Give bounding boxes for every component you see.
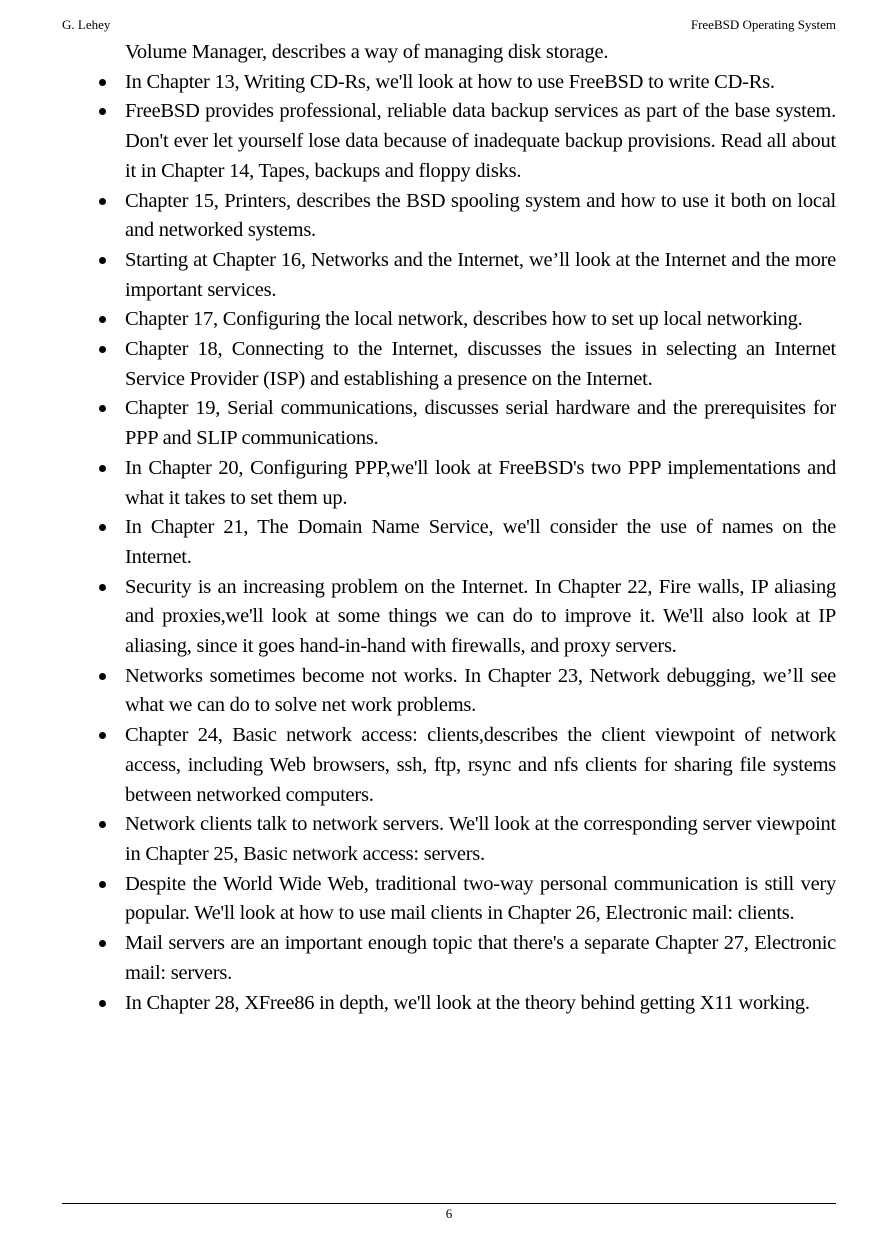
list-item: [62, 989, 836, 1019]
list-item-text: In Chapter 20, Configuring PPP,we'll look at FreeBSD's two PPP implementations and what it takes to set them up.: [125, 456, 836, 509]
header-author: G. Lehey: [62, 17, 111, 32]
list-item-text: Chapter 17, Configuring the local network, describes how to set up local networking.: [125, 308, 803, 331]
list-item-text: Despite the World Wide Web, traditional two-way personal communication is still very popular. We'll look at how to use mail clients in Chapter 26, Electronic mail: clients.: [125, 872, 836, 925]
list-item: [62, 721, 836, 810]
list-item-text: Chapter 18, Connecting to the Internet, discusses the issues in selecting an Internet Service Provider (ISP) and establishing a presence on the Internet.: [125, 338, 836, 390]
list-item-text: In Chapter 21, The Domain Name Service, we'll consider the use of names on the Internet.: [125, 516, 836, 568]
list-item-text: Mail servers are an important enough topic that there's a separate Chapter 27, Electronic mail: servers.: [125, 932, 836, 984]
list-item: [62, 454, 836, 513]
bullet-icon: [99, 465, 106, 472]
bullet-icon: [99, 1000, 106, 1007]
page-body: [62, 38, 836, 1018]
bullet-icon: [99, 198, 106, 205]
bullet-icon: [99, 405, 106, 412]
bullet-icon: [99, 940, 106, 947]
list-item: [62, 662, 836, 721]
list-item-text: Networks sometimes become not works. In Chapter 23, Network debugging, we’ll see what we can do to solve net work problems.: [125, 664, 836, 717]
list-item: [62, 335, 836, 394]
bullet-icon: [99, 673, 106, 680]
list-item-text: Security is an increasing problem on the Internet. In Chapter 22, Fire walls, IP aliasing and proxies,we'll look at some things we can do to improve it. We'll also look at IP aliasing, since it goes hand-in-hand with firewalls, and proxy servers.: [125, 575, 836, 658]
list-item-text: Chapter 19, Serial communications, discusses serial hardware and the prerequisites for PPP and SLIP communications.: [125, 397, 836, 450]
list-item: [62, 305, 836, 335]
list-item-text: Chapter 24, Basic network access: clients,describes the client viewpoint of network access, including Web browsers, ssh, ftp, rsync and nfs clients for sharing file systems between networked computers.: [125, 724, 836, 806]
list-item-text: In Chapter 28, XFree86 in depth, we'll look at the theory behind getting X11 working.: [125, 991, 810, 1014]
list-item: [62, 810, 836, 869]
list-item: [62, 573, 836, 662]
list-item: [62, 394, 836, 453]
list-item: [62, 929, 836, 988]
list-item-text: Starting at Chapter 16, Networks and the Internet, we’ll look at the Internet and the more important services.: [125, 248, 836, 301]
list-item-text: Chapter 15, Printers, describes the BSD spooling system and how to use it both on local and networked systems.: [125, 189, 836, 242]
list-item: [62, 513, 836, 572]
list-item-text: Network clients talk to network servers. We'll look at the corresponding server viewpoint in Chapter 25, Basic network access: servers.: [125, 813, 836, 865]
bullet-icon: [99, 524, 106, 531]
bullet-icon: [99, 346, 106, 353]
chapter-list: [62, 68, 836, 1019]
bullet-icon: [99, 584, 106, 591]
list-item: [62, 870, 836, 929]
bullet-icon: [99, 881, 106, 888]
bullet-icon: [99, 79, 106, 86]
bullet-icon: [99, 257, 106, 264]
bullet-icon: [99, 821, 106, 828]
list-item-text: FreeBSD provides professional, reliable data backup services as part of the base system. Don't ever let yourself lose data because of inadequate backup provisions. Read all about it in Chapter 14, Tapes, backups and floppy disks.: [125, 100, 836, 182]
list-item: [62, 97, 836, 186]
footer-divider: [62, 1203, 836, 1204]
bullet-icon: [99, 108, 106, 115]
bullet-icon: [99, 732, 106, 739]
header-book-title: FreeBSD Operating System: [690, 17, 836, 32]
list-item-text: In Chapter 13, Writing CD-Rs, we'll look at how to use FreeBSD to write CD-Rs.: [125, 70, 775, 93]
page-number: 6: [445, 1206, 453, 1221]
list-item: [62, 187, 836, 246]
lead-paragraph: Volume Manager, describes a way of managing disk storage.: [125, 41, 609, 63]
bullet-icon: [99, 316, 106, 323]
list-item: [62, 246, 836, 305]
list-item: [62, 68, 836, 98]
